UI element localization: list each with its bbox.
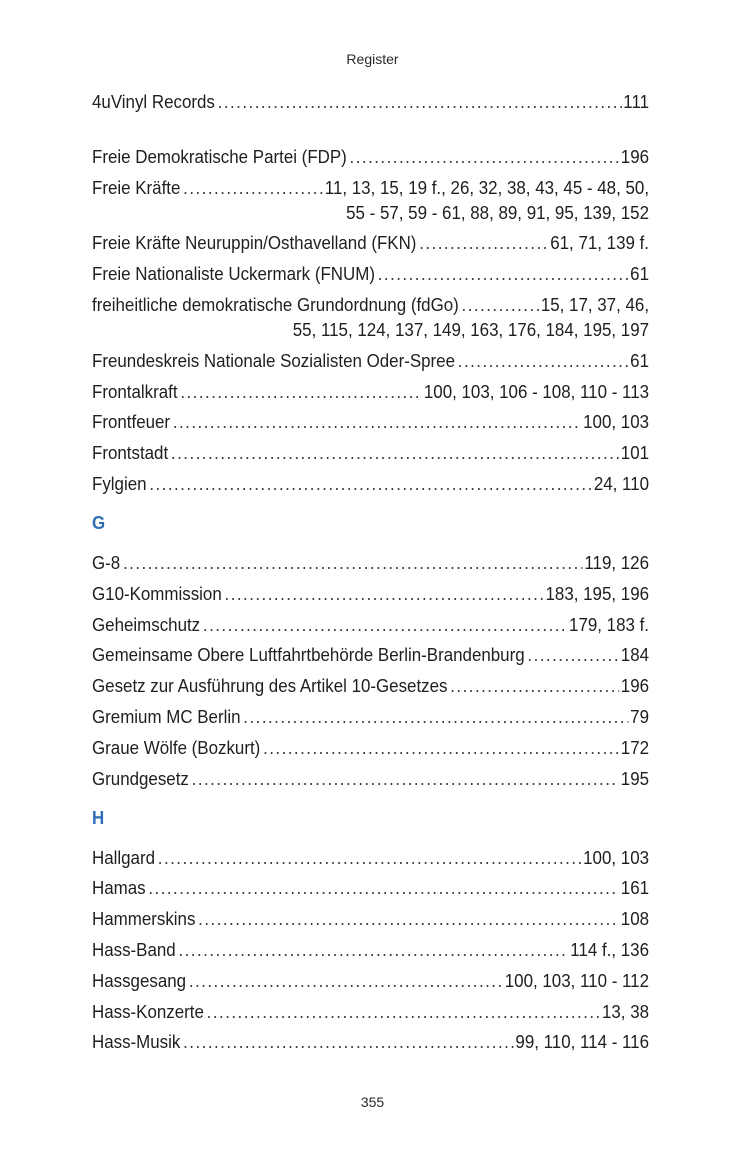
index-entry [92,550,649,575]
index-pages: 61 [630,263,650,285]
index-term: Gremium MC Berlin [92,705,241,727]
section-letter-h: H [92,806,105,828]
index-entry [92,612,649,637]
index-term: Grundgesetz [92,767,189,789]
index-pages: 196 [620,675,650,697]
index-term: Freie Demokratische Partei (FDP) [92,145,347,167]
dot-leader [148,875,619,900]
index-pages: 61, 71, 139 f. [550,232,650,254]
index-entry [92,999,649,1024]
index-entry [92,230,649,255]
dot-leader [183,1029,513,1054]
dot-leader [123,550,583,575]
index-entry [92,292,649,342]
index-term: Gemeinsame Obere Luftfahrtbehörde Berlin-Brandenburg [92,644,525,666]
index-term: Gesetz zur Ausführung des Artikel 10-Gesetzes [92,675,448,697]
index-entry [92,968,649,993]
dot-leader [183,175,323,200]
index-pages: 184 [620,644,650,666]
dot-leader [218,89,622,114]
index-entry [92,471,649,496]
index-pages: 99, 110, 114 - 116 [515,1031,650,1053]
index-entry [92,409,649,434]
dot-leader [263,735,619,760]
dot-leader [378,261,629,286]
index-pages: 183, 195, 196 [545,582,650,604]
dot-leader [419,230,548,255]
dot-leader [198,906,619,931]
index-entry [92,379,649,404]
running-header: Register [346,51,399,67]
index-entry [92,673,649,698]
dot-leader [171,440,619,465]
index-pages: 100, 103, 106 - 108, 110 - 113 [423,380,650,402]
index-entry [92,440,649,465]
index-entry [92,642,649,667]
index-entry [92,937,649,962]
index-entry [92,261,649,286]
index-entry [92,766,649,791]
index-entry [92,175,649,225]
index-pages: 61 [630,349,650,371]
dot-leader [458,348,629,373]
dot-leader [178,937,568,962]
index-entry [92,906,649,931]
index-pages: 119, 126 [584,551,650,573]
dot-leader [158,845,582,870]
index-pages: 79 [630,705,650,727]
index-entry [92,735,649,760]
index-entry [92,581,649,606]
index-entry [92,1029,649,1054]
index-term: freiheitliche demokratische Grundordnung (fdGo) [92,293,459,315]
index-term: Freie Kräfte Neuruppin/Osthavelland (FKN) [92,232,417,254]
index-term: Hass-Konzerte [92,1000,204,1022]
index-term: Hass-Band [92,938,176,960]
index-pages: 172 [620,736,650,758]
index-pages: 13, 38 [601,1000,650,1022]
index-term: Hallgard [92,846,156,868]
group-spacer [92,120,649,144]
index-pages: 195 [620,767,650,789]
index-term: Frontfeuer [92,411,171,433]
index-term: Frontstadt [92,442,169,464]
index-pages: 101 [620,442,650,464]
index-list [92,89,649,1060]
index-entry [92,89,649,114]
dot-leader [225,581,544,606]
index-pages: 24, 110 [593,472,650,494]
index-entry-line [92,175,649,200]
dot-leader [173,409,581,434]
index-entry-line [92,292,649,317]
index-term: Geheimschutz [92,613,201,635]
dot-leader [189,968,503,993]
index-entry [92,845,649,870]
index-term: Hass-Musik [92,1031,181,1053]
page-number: 355 [360,1094,385,1110]
dot-leader [450,673,619,698]
dot-leader [203,612,567,637]
dot-leader [192,766,619,791]
index-pages: 15, 17, 37, 46, [540,293,650,315]
dot-leader [527,642,619,667]
dot-leader [180,379,422,404]
index-pages: 108 [620,908,650,930]
index-pages: 111 [623,91,650,112]
dot-leader [462,292,539,317]
dot-leader [350,144,619,169]
index-term: Freie Kräfte [92,176,181,198]
index-pages: 161 [620,877,650,899]
dot-leader [207,999,600,1024]
index-pages: 100, 103 [583,411,650,433]
index-term: G10-Kommission [92,582,222,604]
index-pages-continued: 55, 115, 124, 137, 149, 163, 176, 184, 195, 197 [292,318,650,340]
index-pages: 100, 103 [583,846,650,868]
index-entry [92,704,649,729]
index-term: Fylgien [92,472,147,494]
index-entry [92,348,649,373]
index-term: G-8 [92,551,121,573]
index-pages: 100, 103, 110 - 112 [504,969,650,991]
index-term: Frontalkraft [92,380,178,402]
index-pages: 179, 183 f. [569,613,650,635]
index-pages: 196 [620,145,650,167]
index-term: Hassgesang [92,969,187,991]
index-term: Freie Nationaliste Uckermark (FNUM) [92,263,375,285]
index-term: 4uVinyl Records [92,91,215,112]
index-term: Freundeskreis Nationale Sozialisten Oder-Spree [92,349,456,371]
index-term: Hamas [92,877,146,899]
index-entry [92,144,649,169]
index-pages: 114 f., 136 [570,938,650,960]
index-term: Hammerskins [92,908,196,930]
index-pages: 11, 13, 15, 19 f., 26, 32, 38, 43, 45 - 48, 50, [324,176,650,198]
index-entry [92,875,649,900]
dot-leader [243,704,628,729]
dot-leader [149,471,592,496]
index-pages-continued: 55 - 57, 59 - 61, 88, 89, 91, 95, 139, 152 [346,201,650,223]
index-term: Graue Wölfe (Bozkurt) [92,736,261,758]
section-letter-g: G [92,511,106,533]
